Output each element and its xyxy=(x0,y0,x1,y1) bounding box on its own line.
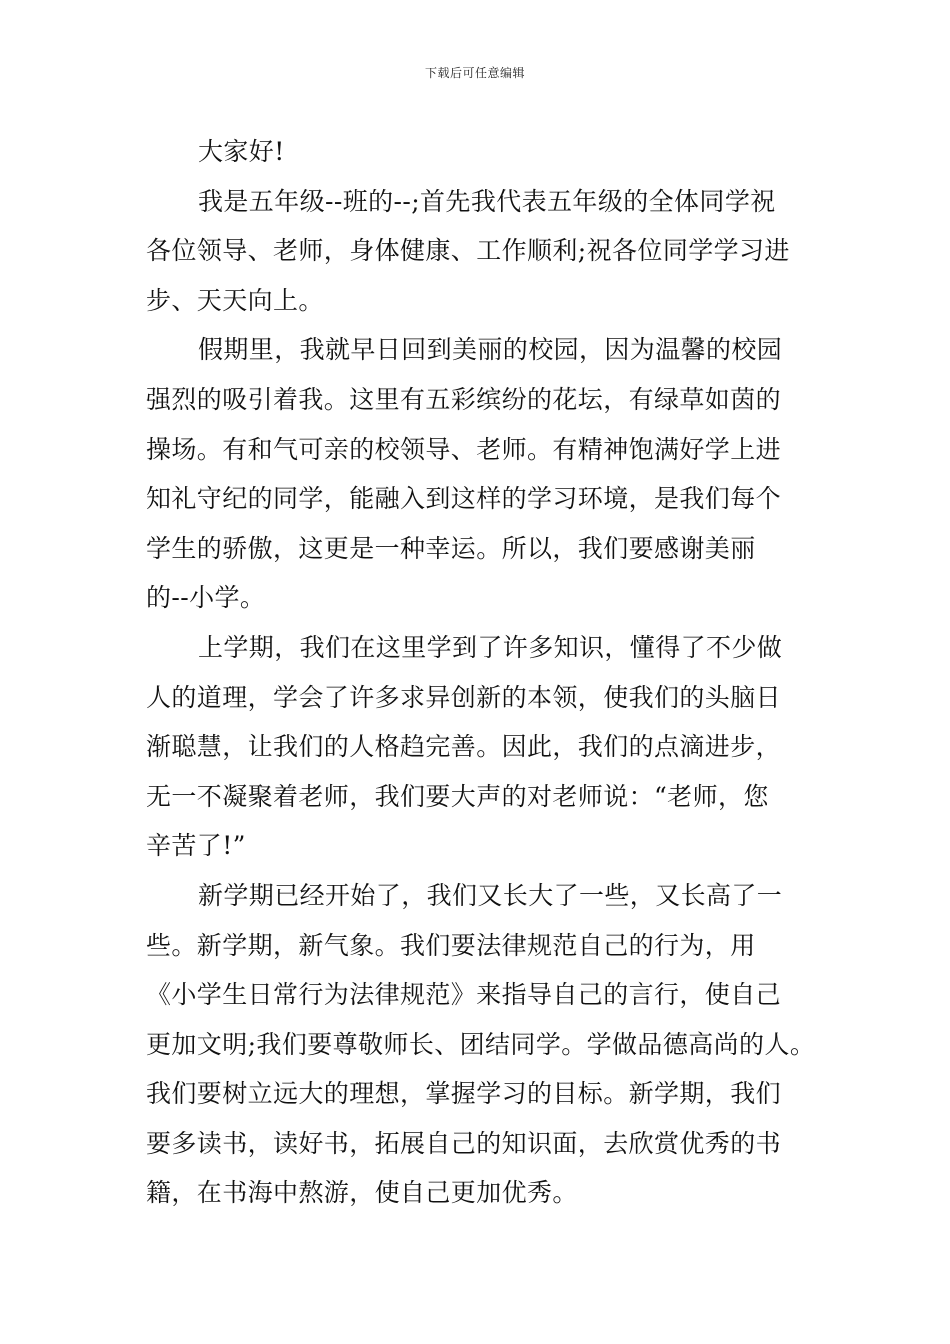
paragraph-introduction xyxy=(146,177,836,326)
text-line: 各位领导、老师，身体健康、工作顺利;祝各位同学学习进 xyxy=(146,236,790,266)
page-header-note: 下载后可任意编辑 xyxy=(424,66,525,80)
paragraph-new-semester xyxy=(146,871,836,1218)
paragraph-greeting xyxy=(146,127,836,177)
text-line: 我们要树立远大的理想，掌握学习的目标。新学期，我们 xyxy=(146,1079,782,1109)
text-line: 强烈的吸引着我。这里有五彩缤纷的花坛，有绿草如茵的 xyxy=(146,384,782,414)
text-line: 要多读书，读好书，拓展自己的知识面，去欣赏优秀的书 xyxy=(146,1128,782,1158)
paragraph-campus xyxy=(146,325,836,623)
text-line: 学生的骄傲，这更是一种幸运。所以，我们要感谢美丽 xyxy=(146,533,756,563)
text-line: 些。新学期，新气象。我们要法律规范自己的行为，用 xyxy=(146,930,756,960)
text-line: 无一不凝聚着老师，我们要大声的对老师说：“老师，您 xyxy=(146,781,769,811)
text-line: 辛苦了!” xyxy=(146,831,246,861)
text-line: 上学期，我们在这里学到了许多知识，懂得了不少做 xyxy=(198,632,783,662)
document-body xyxy=(146,127,836,1218)
text-line: 渐聪慧，让我们的人格趋完善。因此，我们的点滴进步， xyxy=(146,732,782,762)
text-line: 知礼守纪的同学，能融入到这样的学习环境，是我们每个 xyxy=(146,484,782,514)
text-line: 我是五年级--班的--;首先我代表五年级的全体同学祝 xyxy=(198,186,776,216)
text-line: 更加文明;我们要尊敬师长、团结同学。学做品德高尚的人。 xyxy=(146,1029,816,1059)
text-line: 《小学生日常行为法律规范》来指导自己的言行，使自己 xyxy=(146,980,782,1010)
text-line: 假期里，我就早日回到美丽的校园，因为温馨的校园 xyxy=(198,335,783,365)
paragraph-last-semester xyxy=(146,623,836,871)
text-line: 步、天天向上。 xyxy=(146,285,324,315)
text-line: 大家好! xyxy=(198,137,285,166)
text-line: 人的道理，学会了许多求异创新的本领，使我们的头脑日 xyxy=(146,682,782,712)
text-line: 籍，在书海中熬游，使自己更加优秀。 xyxy=(146,1178,578,1208)
text-line: 操场。有和气可亲的校领导、老师。有精神饱满好学上进 xyxy=(146,434,782,464)
text-line: 的--小学。 xyxy=(146,583,266,613)
text-line: 新学期已经开始了，我们又长大了一些，又长高了一 xyxy=(198,880,783,910)
